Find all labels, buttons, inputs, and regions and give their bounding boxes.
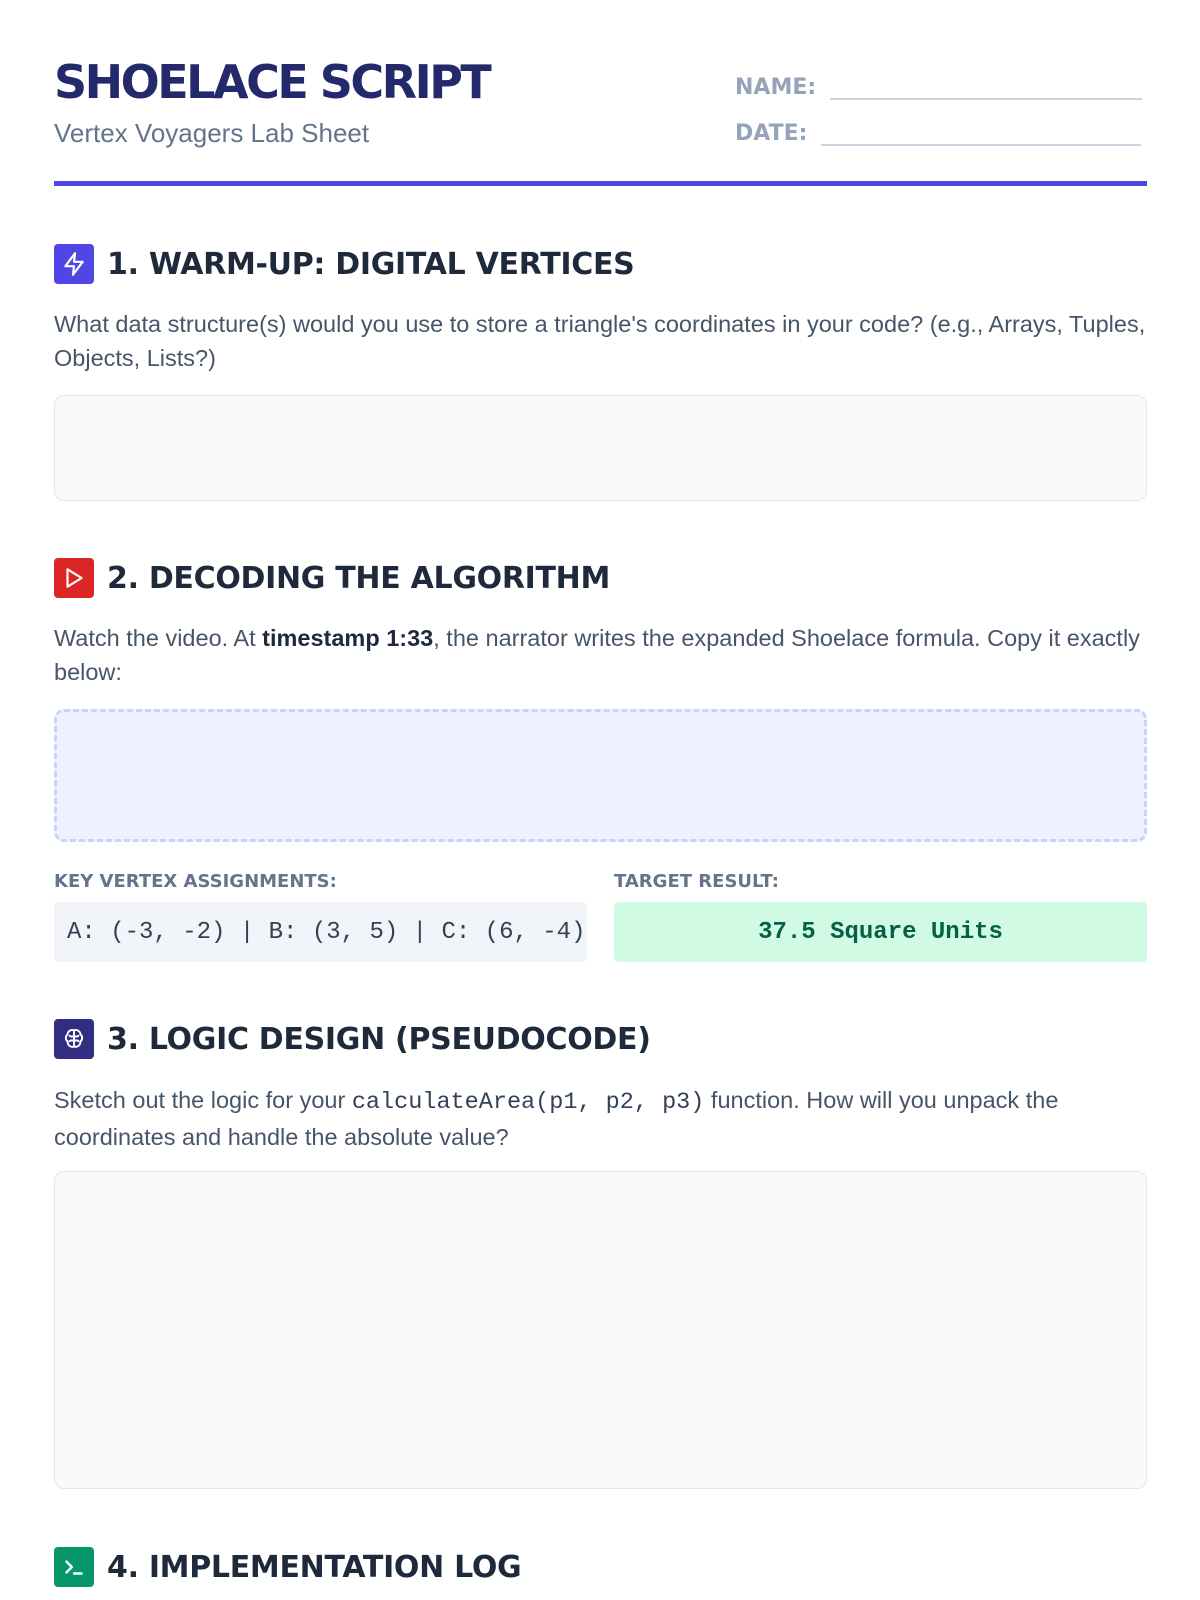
section-2-title: 2. DECODING THE ALGORITHM xyxy=(107,560,611,596)
section-4-heading xyxy=(54,1547,521,1587)
worksheet-subtitle: Vertex Voyagers Lab Sheet xyxy=(54,118,370,148)
terminal-icon xyxy=(54,1547,94,1587)
section-4-title: 4. IMPLEMENTATION LOG xyxy=(107,1549,522,1585)
function-signature: calculateArea(p1, p2, p3) xyxy=(351,1089,705,1116)
section-2-prompt: Watch the video. At timestamp 1:33, the narrator writes the expanded Shoelace formula. Copy it exactly below: xyxy=(54,625,1140,685)
formula-answer-box[interactable] xyxy=(54,709,1147,842)
section-1-title: 1. WARM-UP: DIGITAL VERTICES xyxy=(107,246,635,282)
section-1-prompt: What data structure(s) would you use to store a triangle's coordinates in your code? (e.g., Arrays, Tuples, Objects, Lists?) xyxy=(54,311,1146,371)
name-input-line[interactable] xyxy=(830,74,1142,100)
section-3-heading xyxy=(54,1019,651,1059)
worksheet-title: SHOELACE SCRIPT xyxy=(54,55,490,109)
section-2-heading xyxy=(54,558,610,598)
lightning-icon xyxy=(54,244,94,284)
worksheet-header xyxy=(54,0,1147,188)
target-result-value: 37.5 Square Units xyxy=(614,902,1147,962)
date-input-line[interactable] xyxy=(821,120,1141,146)
pseudocode-answer-box[interactable] xyxy=(54,1171,1147,1489)
header-divider xyxy=(54,181,1147,186)
play-icon xyxy=(54,558,94,598)
vertex-assignments-value: A: (-3, -2) | B: (3, 5) | C: (6, -4) xyxy=(54,902,587,962)
worksheet-page xyxy=(54,0,1147,1585)
section-1-heading xyxy=(54,244,634,284)
name-field xyxy=(735,74,1142,100)
vertex-assignments-label: KEY VERTEX ASSIGNMENTS: xyxy=(54,871,337,892)
target-result-label: TARGET RESULT: xyxy=(614,871,780,892)
section-3-title: 3. LOGIC DESIGN (PSEUDOCODE) xyxy=(107,1021,651,1057)
section-3-prompt: Sketch out the logic for your calculateArea(p1, p2, p3) function. How will you unpack the coordinates and handle the absolute value? xyxy=(54,1087,1059,1150)
timestamp-highlight: timestamp 1:33 xyxy=(262,625,434,651)
brain-icon xyxy=(54,1019,94,1059)
warmup-answer-box[interactable] xyxy=(54,395,1147,501)
date-field xyxy=(735,120,1141,146)
date-label: DATE: xyxy=(735,121,808,146)
name-label: NAME: xyxy=(735,75,817,100)
